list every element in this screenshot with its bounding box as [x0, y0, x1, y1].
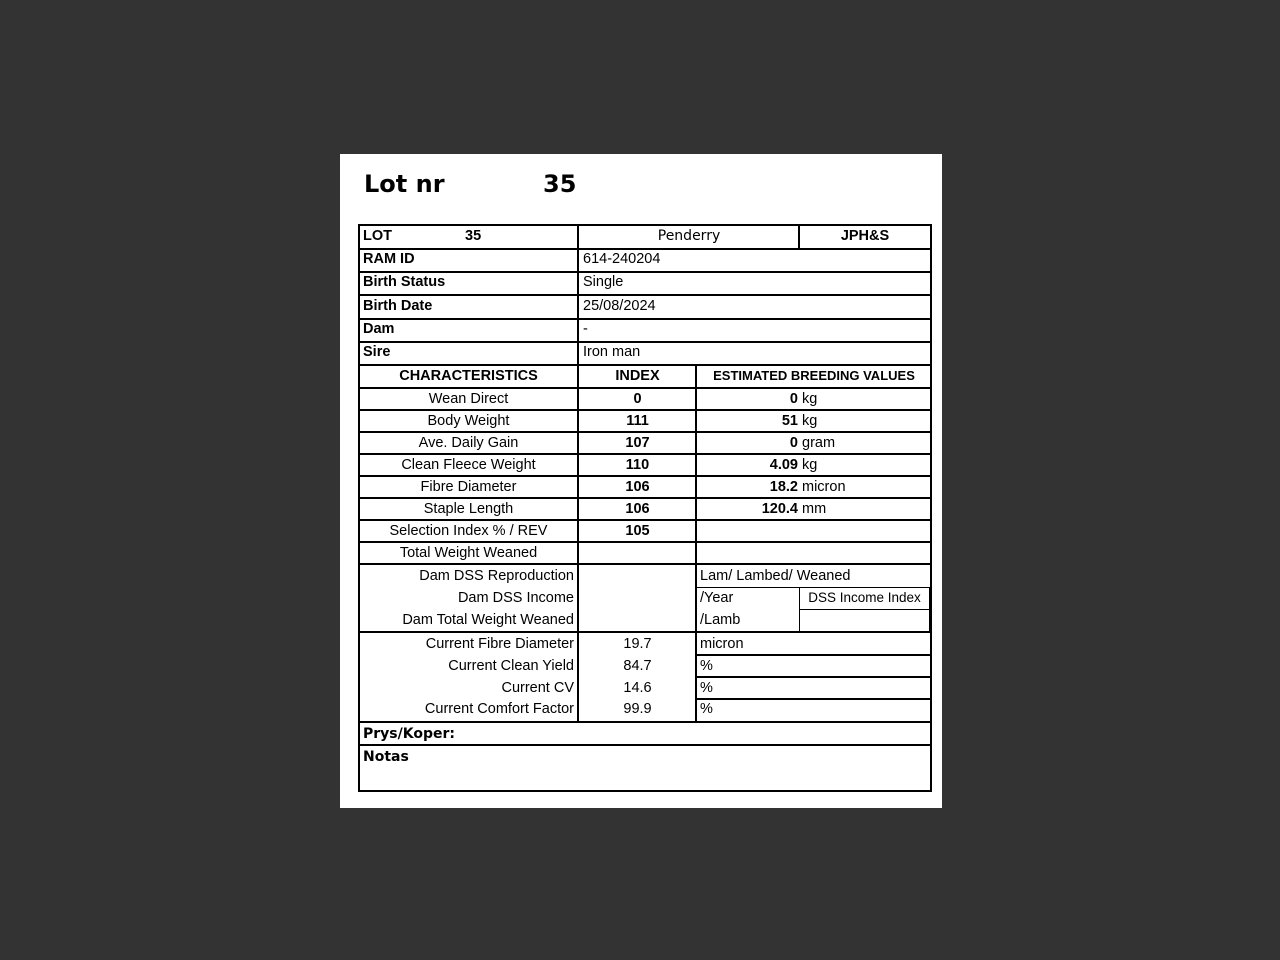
- current-unit: micron: [700, 636, 744, 652]
- dam-dss-unit: /Year: [700, 590, 734, 606]
- char-unit: mm: [802, 501, 827, 517]
- dam-label: Dam: [363, 321, 395, 337]
- divider: [358, 497, 932, 499]
- char-unit: gram: [802, 435, 836, 451]
- char-ebv: 18.2: [769, 479, 798, 495]
- divider: [358, 744, 932, 746]
- divider: [358, 453, 932, 455]
- divider: [695, 364, 697, 565]
- price-buyer-label: Prys/Koper:: [363, 726, 455, 742]
- breeder-code: JPH&S: [840, 228, 890, 244]
- dam-dss-label: Dam DSS Income: [457, 590, 574, 606]
- char-name: Selection Index % / REV: [389, 523, 548, 539]
- lot-title-label: Lot nr: [364, 170, 445, 198]
- index-header: INDEX: [615, 368, 660, 384]
- char-index: 106: [625, 479, 650, 495]
- current-label: Current CV: [501, 680, 574, 696]
- ram-id-value: 614-240204: [583, 251, 661, 267]
- char-name: Body Weight: [427, 413, 510, 429]
- char-unit: kg: [802, 413, 818, 429]
- char-index: 105: [625, 523, 650, 539]
- characteristics-header: CHARACTERISTICS: [399, 368, 538, 384]
- char-ebv: 51: [781, 413, 798, 429]
- lot-title-number: 35: [543, 170, 577, 198]
- char-unit: micron: [802, 479, 846, 495]
- birth-status-label: Birth Status: [363, 274, 446, 290]
- current-value: 84.7: [623, 658, 652, 674]
- char-unit: [802, 521, 922, 543]
- sire-label: Sire: [363, 344, 391, 360]
- char-ebv: 4.09: [769, 457, 798, 473]
- char-unit: [802, 543, 922, 565]
- divider: [358, 721, 932, 723]
- ram-id-label: RAM ID: [363, 251, 415, 267]
- current-unit: %: [700, 680, 713, 696]
- dam-dss-unit: Lam/ Lambed/ Weaned: [700, 568, 851, 584]
- dam-dss-label: Dam DSS Reproduction: [419, 568, 574, 584]
- divider: [358, 271, 932, 273]
- char-index: [579, 543, 696, 565]
- current-unit: %: [700, 701, 713, 717]
- divider: [358, 248, 932, 250]
- dam-dss-unit: /Lamb: [700, 612, 741, 628]
- lot-card: [340, 154, 942, 808]
- char-index: 111: [626, 413, 649, 429]
- char-index: 0: [633, 391, 642, 407]
- divider: [358, 519, 932, 521]
- dam-dss-label: Dam Total Weight Weaned: [402, 612, 574, 628]
- divider: [358, 409, 932, 411]
- divider: [695, 564, 697, 632]
- current-label: Current Comfort Factor: [424, 701, 574, 717]
- current-value: 99.9: [623, 701, 652, 717]
- divider: [697, 654, 932, 656]
- char-index: 110: [625, 457, 650, 473]
- birth-status-value: Single: [583, 274, 624, 290]
- divider: [697, 676, 932, 678]
- birth-date-value: 25/08/2024: [583, 298, 656, 314]
- divider: [577, 364, 579, 565]
- lot-label: LOT: [363, 228, 392, 244]
- divider: [358, 475, 932, 477]
- dam-value: -: [583, 321, 588, 337]
- divider: [577, 632, 579, 721]
- lot-value: 35: [465, 228, 482, 244]
- char-ebv: 0: [789, 435, 798, 451]
- notes-label: Notas: [363, 749, 409, 765]
- divider: [798, 224, 800, 248]
- char-name: Fibre Diameter: [420, 479, 517, 495]
- divider: [358, 294, 932, 296]
- char-ebv: [698, 521, 798, 543]
- divider: [358, 431, 932, 433]
- current-label: Current Fibre Diameter: [425, 636, 574, 652]
- divider: [358, 563, 932, 565]
- current-label: Current Clean Yield: [448, 658, 574, 674]
- ebv-header: ESTIMATED BREEDING VALUES: [713, 368, 915, 383]
- sire-value: Iron man: [583, 344, 641, 360]
- divider: [358, 387, 932, 389]
- divider: [577, 564, 579, 632]
- dss-income-index-value: [799, 609, 930, 632]
- divider: [358, 631, 932, 633]
- divider: [358, 541, 932, 543]
- char-unit: kg: [802, 457, 818, 473]
- breeder-name: Penderry: [657, 228, 721, 244]
- divider: [358, 318, 932, 320]
- char-name: Ave. Daily Gain: [418, 435, 519, 451]
- char-ebv: 0: [789, 391, 798, 407]
- char-name: Total Weight Weaned: [399, 545, 538, 561]
- current-value: 19.7: [623, 636, 652, 652]
- char-name: Staple Length: [423, 501, 514, 517]
- dss-income-index-label: DSS Income Index: [799, 587, 930, 610]
- divider: [697, 587, 930, 588]
- char-ebv: 120.4: [761, 501, 798, 517]
- divider: [697, 698, 932, 700]
- birth-date-label: Birth Date: [363, 298, 433, 314]
- char-index: 107: [625, 435, 650, 451]
- char-index: 106: [625, 501, 650, 517]
- char-name: Clean Fleece Weight: [401, 457, 536, 473]
- divider: [358, 341, 932, 343]
- current-value: 14.6: [623, 680, 652, 696]
- char-ebv: [698, 543, 798, 565]
- char-name: Wean Direct: [428, 391, 509, 407]
- current-unit: %: [700, 658, 713, 674]
- char-unit: kg: [802, 391, 818, 407]
